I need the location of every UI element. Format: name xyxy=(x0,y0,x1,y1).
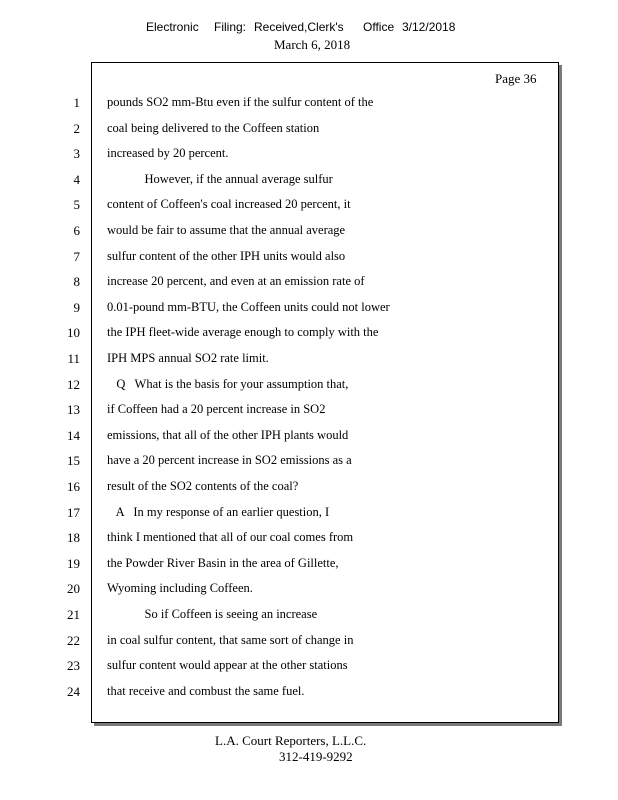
line-text: coal being delivered to the Coffeen station xyxy=(107,121,320,135)
line-text: think I mentioned that all of our coal comes from xyxy=(107,530,354,544)
line-text: increase 20 percent, and even at an emission rate of xyxy=(107,274,365,288)
line-number: 9 xyxy=(73,300,80,315)
stamp-electronic: Electronic xyxy=(146,20,199,34)
line-number: 8 xyxy=(73,274,80,289)
line-number: 10 xyxy=(67,325,80,340)
line-text: increased by 20 percent. xyxy=(107,146,229,160)
transcript-page-frame xyxy=(91,62,559,723)
line-text: if Coffeen had a 20 percent increase in SO2 xyxy=(107,402,326,416)
stamp-received: Received,Clerk's xyxy=(254,20,344,34)
line-number: 1 xyxy=(73,95,80,110)
stamp-date: 3/12/2018 xyxy=(402,20,456,34)
stamp-filing: Filing: xyxy=(214,20,247,34)
line-number: 21 xyxy=(67,607,80,622)
line-text: result of the SO2 contents of the coal? xyxy=(107,479,299,493)
line-text: So if Coffeen is seeing an increase xyxy=(107,607,318,621)
transcript-date: March 6, 2018 xyxy=(274,37,351,52)
line-number: 7 xyxy=(73,249,80,264)
line-text: Wyoming including Coffeen. xyxy=(107,581,253,595)
line-number: 3 xyxy=(73,146,80,161)
page-number: Page 36 xyxy=(495,71,537,86)
line-number: 5 xyxy=(73,197,80,212)
line-number: 13 xyxy=(67,402,80,417)
line-number: 22 xyxy=(67,633,80,648)
line-text: Q What is the basis for your assumption that, xyxy=(107,377,349,391)
line-text: However, if the annual average sulfur xyxy=(107,172,333,186)
line-text: would be fair to assume that the annual average xyxy=(107,223,346,237)
line-number: 14 xyxy=(67,428,80,443)
line-number: 4 xyxy=(73,172,80,187)
line-number: 2 xyxy=(73,121,80,136)
line-text: that receive and combust the same fuel. xyxy=(107,684,305,698)
line-text: pounds SO2 mm-Btu even if the sulfur content of the xyxy=(107,95,374,109)
line-number: 20 xyxy=(67,581,80,596)
line-text: sulfur content of the other IPH units would also xyxy=(107,249,346,263)
line-number: 12 xyxy=(67,377,80,392)
line-text: 0.01-pound mm-BTU, the Coffeen units could not lower xyxy=(107,300,390,314)
line-text: have a 20 percent increase in SO2 emissions as a xyxy=(107,453,352,467)
line-text: IPH MPS annual SO2 rate limit. xyxy=(107,351,269,365)
line-text: the Powder River Basin in the area of Gillette, xyxy=(107,556,339,570)
line-number: 23 xyxy=(67,658,80,673)
line-text: the IPH fleet-wide average enough to comply with the xyxy=(107,325,379,339)
line-number: 17 xyxy=(67,505,80,520)
line-text: A In my response of an earlier question, I xyxy=(107,505,330,519)
line-number: 16 xyxy=(67,479,80,494)
line-number: 6 xyxy=(73,223,80,238)
line-text: sulfur content would appear at the other stations xyxy=(107,658,348,672)
footer-company: L.A. Court Reporters, L.L.C. xyxy=(215,733,367,748)
line-text: in coal sulfur content, that same sort of change in xyxy=(107,633,354,647)
line-number: 11 xyxy=(67,351,80,366)
line-text: content of Coffeen's coal increased 20 percent, it xyxy=(107,197,351,211)
line-number: 15 xyxy=(67,453,80,468)
line-text: emissions, that all of the other IPH plants would xyxy=(107,428,349,442)
line-number: 24 xyxy=(67,684,80,699)
footer-phone: 312-419-9292 xyxy=(279,749,353,764)
stamp-office: Office xyxy=(363,20,395,34)
line-number: 18 xyxy=(67,530,80,545)
line-number: 19 xyxy=(67,556,80,571)
